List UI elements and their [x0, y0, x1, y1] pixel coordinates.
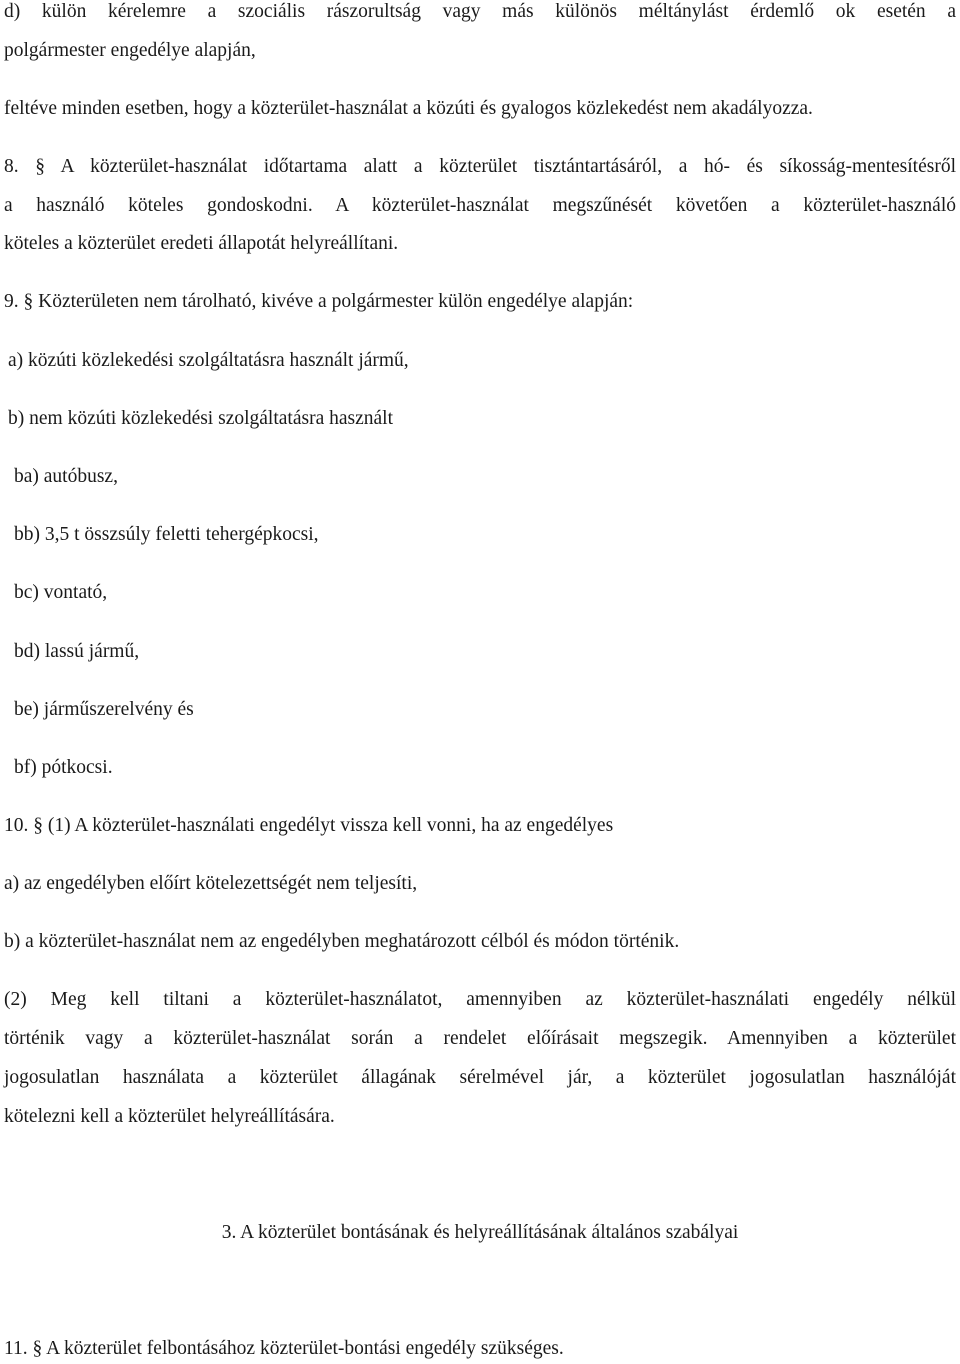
paragraph-line: történik vagy a közterület-használat során a rendelet előírásait megszegik. Amennyiben a közterület	[4, 1028, 956, 1049]
paragraph-line: jogosulatlan használata a közterület állagának sérelmével jár, a közterület jogosulatlan használóját	[4, 1067, 956, 1088]
sub-list-item: ba) autóbusz,	[14, 466, 118, 487]
sub-list-item: bf) pótkocsi.	[14, 757, 113, 778]
section-10-heading: 10. § (1) A közterület-használati engedélyt vissza kell vonni, ha az engedélyes	[4, 815, 614, 836]
chapter-heading: 3. A közterület bontásának és helyreállításának általános szabályai	[221, 1222, 739, 1243]
section-9-heading: 9. § Közterületen nem tárolható, kivéve a polgármester külön engedélye alapján:	[4, 291, 634, 312]
paragraph-line: polgármester engedélye alapján,	[4, 40, 256, 61]
sub-list-item: be) járműszerelvény és	[14, 699, 194, 720]
list-item: a) közúti közlekedési szolgáltatásra használt jármű,	[8, 350, 409, 371]
list-item: a) az engedélyben előírt kötelezettségét nem teljesíti,	[4, 873, 418, 894]
section-8-line: köteles a közterület eredeti állapotát helyreállítani.	[4, 233, 399, 254]
paragraph-line: d) külön kérelemre a szociális rászorultság vagy más különös méltánylást érdemlő ok esetén a	[4, 1, 956, 22]
list-item: b) a közterület-használat nem az engedélyben meghatározott célból és módon történik.	[4, 931, 680, 952]
list-item: b) nem közúti közlekedési szolgáltatásra használt	[8, 408, 393, 429]
paragraph-line: kötelezni kell a közterület helyreállítására.	[4, 1106, 335, 1127]
sub-list-item: bd) lassú jármű,	[14, 641, 140, 662]
paragraph-line: feltéve minden esetben, hogy a közterület-használat a közúti és gyalogos közlekedést nem akadályozza.	[4, 98, 813, 119]
section-11-heading: 11. § A közterület felbontásához közterület-bontási engedély szükséges.	[4, 1338, 564, 1359]
sub-list-item: bc) vontató,	[14, 582, 108, 603]
section-8-line: a használó köteles gondoskodni. A közterület-használat megszűnését követően a közterület-használó	[4, 195, 956, 216]
sub-list-item: bb) 3,5 t összsúly feletti tehergépkocsi,	[14, 524, 319, 545]
paragraph-line: (2) Meg kell tiltani a közterület-használatot, amennyiben az közterület-használati engedély nélkül	[4, 989, 956, 1010]
section-8-line: 8. § A közterület-használat időtartama alatt a közterület tisztántartásáról, a hó- és síkosság-mentesítésről	[4, 156, 956, 177]
